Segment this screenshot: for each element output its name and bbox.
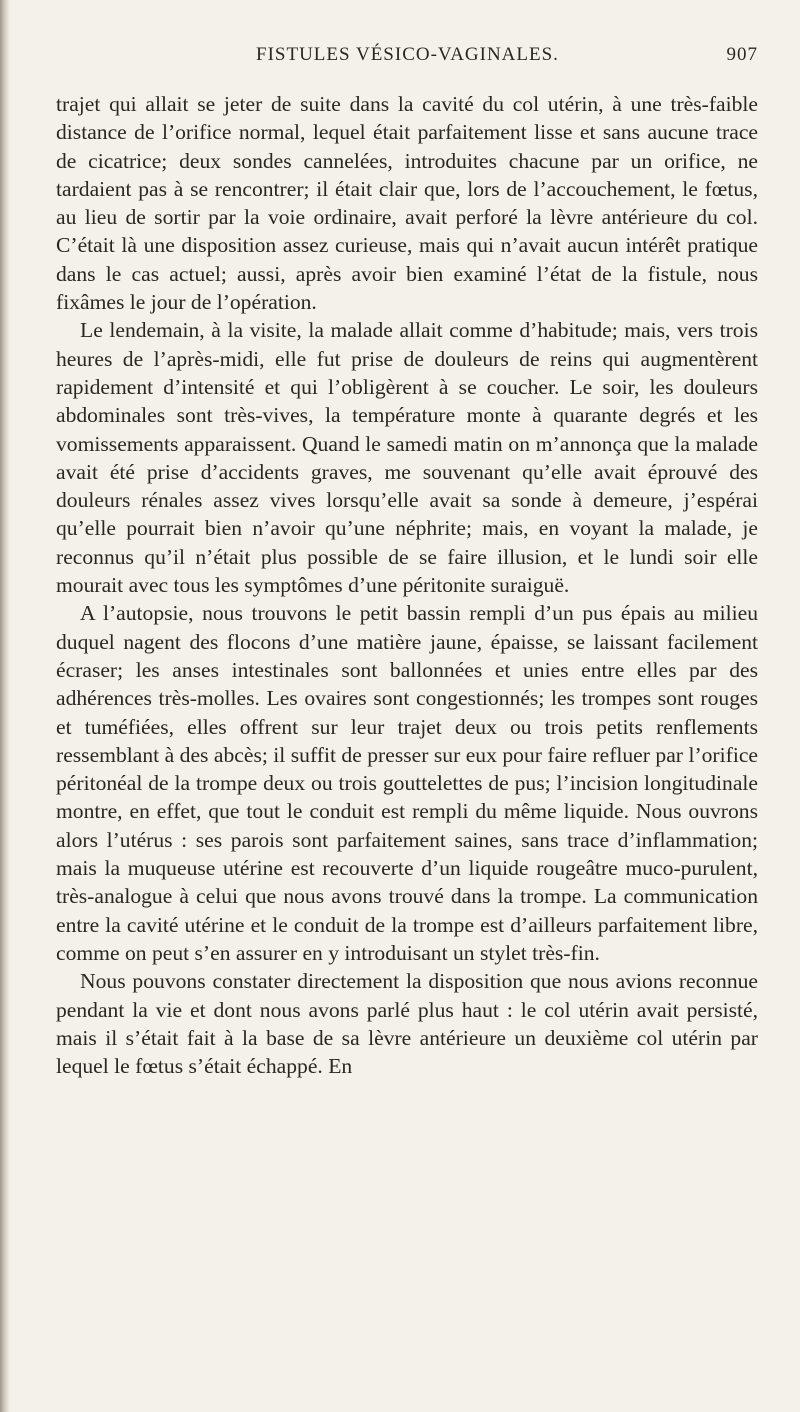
paragraph-lendemain: Le lendemain, à la visite, la malade allait comme d’habitude; mais, vers trois heures de l’après-midi, elle fut prise de douleurs de reins qui augmentèrent rapidement d’intensité et qui l’obligèrent à se coucher. Le soir, les douleurs abdominales sont très-vives, la température monte à quarante degrés et les vomissements apparaissent. Quand le samedi matin on m’annonça que la malade avait été prise d’accidents graves, me souvenant qu’elle avait éprouvé des douleurs rénales assez vives lorsqu’elle avait sa sonde à demeure, j’espérai qu’elle pourrait bien n’avoir qu’une néphrite; mais, en voyant la malade, je reconnus qu’il n’était plus possible de se faire illusion, et le lundi soir elle mourait avec tous les symptômes d’une péritonite suraiguë. bbox=[56, 318, 758, 598]
binding-shadow bbox=[0, 0, 10, 1412]
page-number: 907 bbox=[726, 44, 758, 65]
body-text bbox=[56, 90, 758, 1080]
paragraph-disposition: Nous pouvons constater directement la disposition que nous avions reconnue pendant la vie et dont nous avons parlé plus haut : le col utérin avait persisté, mais il s’était fait à la base de sa lèvre antérieure un deuxième col utérin par lequel le fœtus s’était échappé. En bbox=[56, 969, 758, 1079]
paragraph-continuation: trajet qui allait se jeter de suite dans la cavité du col utérin, à une très-faible distance de l’orifice normal, lequel était parfaitement lisse et sans aucune trace de cicatrice; deux sondes cannelées, introduites chacune par un orifice, ne tardaient pas à se rencontrer; il était clair que, lors de l’accouchement, le fœtus, au lieu de sortir par la voie ordinaire, avait perforé la lèvre antérieure du col. C’était là une disposition assez curieuse, mais qui n’avait aucun intérêt pratique dans le cas actuel; aussi, après avoir bien examiné l’état de la fistule, nous fixâmes le jour de l’opération. bbox=[56, 92, 758, 315]
paragraph-autopsie: A l’autopsie, nous trouvons le petit bassin rempli d’un pus épais au milieu duquel nagent des flocons d’une matière jaune, épaisse, se laissant facilement écraser; les anses intestinales sont ballonnées et unies entre elles par des adhérences très-molles. Les ovaires sont congestionnés; les trompes sont rouges et tuméfiées, elles offrent sur leur trajet deux ou trois petits renflements ressemblant à des abcès; il suffit de presser sur eux pour faire refluer par l’orifice péritonéal de la trompe deux ou trois gouttelettes de pus; l’incision longitudinale montre, en effet, que tout le conduit est rempli du même liquide. Nous ouvrons alors l’utérus : ses parois sont parfaitement saines, sans trace d’inflammation; mais la muqueuse utérine est recouverte d’un liquide rougeâtre muco-purulent, très-analogue à celui que nous avons trouvé dans la trompe. La communication entre la cavité utérine et le conduit de la trompe est d’ailleurs parfaitement libre, comme on peut s’en assurer en y introduisant un stylet très-fin. bbox=[56, 601, 758, 965]
running-title: FISTULES VÉSICO-VAGINALES. bbox=[256, 44, 559, 65]
running-head bbox=[256, 44, 758, 74]
